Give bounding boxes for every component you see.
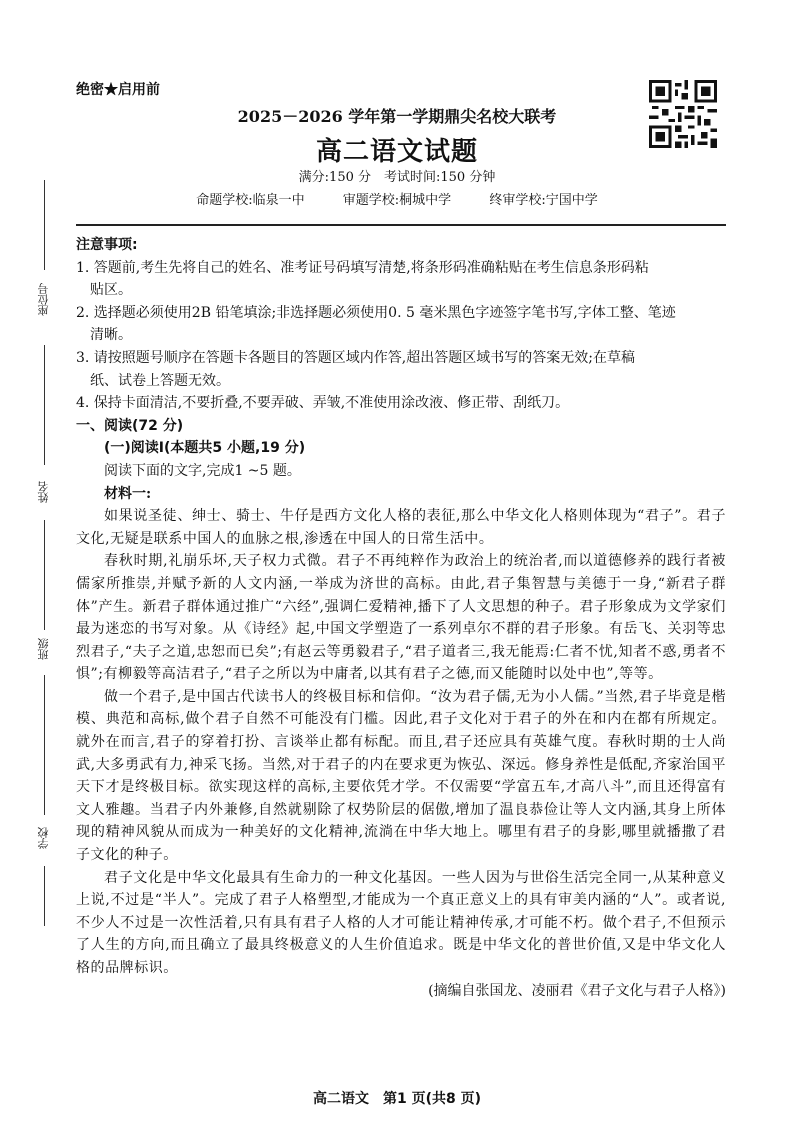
name-label: 姓名 [37, 481, 50, 503]
reading-paragraph: 春秋时期,礼崩乐坏,天子权力式微。君子不再纯粹作为政治上的统治者,而以道德修养的践行者被儒家所推崇,并赋予新的人文内涵,一举成为济世的高标。由此,君子集智慧与美德于一身,“新君子群体”产生。新君子群体通过推广“六经”,强调仁爱精神,播下了人文思想的种子。君子形象成为文学家们最为迷恋的书写对象。从《诗经》起,中国文学塑造了一系列卓尔不群的君子形象。有岳飞、关羽等忠烈君子,“夫子之道,忠恕而已矣”;有赵云等勇毅君子,“君子道者三,我无能焉:仁者不忧,知者不惑,勇者不惧”;有柳毅等高洁君子,“君子之所以为中庸者,以其有君子之德,而又能随时以处中也”,等等。 [76, 553, 726, 683]
class-label: 班级 [37, 638, 50, 660]
reading-paragraph: 做一个君子,是中国古代读书人的终极目标和信仰。“汝为君子儒,无为小人儒。”当然,君子毕竟是楷模、典范和高标,做个君子自然不可能没有门槛。因此,君子文化对于君子的外在和内在都有所规定。就外在而言,君子的穿着打扮、言谈举止都有标配。而且,君子还应具有英雄气度。春秋时期的士人尚武,大多勇武有力,神采飞扬。当然,对于君子的内在要求更为恢弘、深远。修身养性是低配,齐家治国平天下才是终极目标。欲实现这样的高标,主要依凭才学。不仅需要“学富五车,才高八斗”,而且还得富有文人雅趣。当君子内外兼修,自然就剔除了权势阶层的倨傲,增加了温良恭俭让等人文内涵,其身上所体现的精神风貌从而成为一种美好的文化精神,流淌在中华大地上。哪里有君子的身影,哪里就播撒了君子文化的种子。 [76, 688, 726, 864]
seat-number-line [44, 180, 45, 270]
school-reviewer: 审题学校:桐城中学 [342, 193, 452, 208]
material-label: 材料一: [104, 485, 152, 502]
notice-item: 2. 选择题必须使用2B 铅笔填涂;非选择题必须使用0. 5 毫米黑色字迹签字笔书写,字体工整、笔迹 [76, 304, 676, 321]
school-list [0, 189, 794, 208]
reading-instruction: 阅读下面的文字,完成1 ~5 题。 [104, 462, 301, 479]
notice-item-cont: 纸、试卷上答题无效。 [90, 372, 230, 389]
page-title: 高二语文试题 [315, 137, 478, 167]
name-line [44, 345, 45, 465]
reading-paragraph: 君子文化是中华文化最具有生命力的一种文化基因。一些人因为与世俗生活完全同一,从某种意义上说,不过是“半人”。完成了君子人格塑型,才能成为一个真正意义上的具有审美内涵的“人”。或者说,不少人不过是一次性活着,只有具有君子人格的人才可能让精神传承,才可能不朽。做个君子,不但预示了人生的方向,而且确立了最具终极意义的人生价值追求。既是中华文化的普世价值,又是中华文化人格的品牌标识。 [76, 869, 726, 976]
header-divider [76, 224, 726, 226]
page-footer: 高二语文 第1 页(共8 页) [312, 1091, 482, 1107]
notice-item: 3. 请按照题号顺序在答题卡各题目的答题区域内作答,超出答题区域书写的答案无效;在草稿 [76, 349, 635, 366]
notice-item-cont: 贴区。 [90, 282, 132, 299]
school-line [44, 675, 45, 815]
score-line: 满分:150 分 考试时间:150 分钟 [298, 170, 496, 185]
notice-item: 4. 保持卡面清洁,不要折叠,不要弄破、弄皱,不准使用涂改液、修正带、刮纸刀。 [76, 395, 570, 412]
section-title: 一、阅读(72 分) [76, 417, 184, 434]
school-final-reviewer: 终审学校:宁国中学 [489, 193, 598, 208]
exam-title: 2025－2026 学年第一学期鼎尖名校大联考 [237, 107, 557, 126]
reading-paragraph: 如果说圣徒、绅士、骑士、牛仔是西方文化人格的表征,那么中华文化人格则体现为“君子”。君子文化,无疑是联系中国人的血脉之根,渗透在中国人的日常生活中。 [76, 508, 726, 547]
secret-label: 绝密★启用前 [76, 82, 160, 98]
notice-item-cont: 清晰。 [90, 327, 132, 344]
notice-title: 注意事项: [76, 237, 138, 253]
qr-code-icon [649, 80, 717, 148]
bottom-binding-line [44, 866, 45, 926]
school-setter: 命题学校:临泉一中 [196, 193, 305, 208]
notice-item: 1. 答题前,考生先将自己的姓名、准考证号码填写清楚,将条形码准确粘贴在考生信息条形码粘 [76, 259, 649, 276]
seat-number-label: 座位号 [37, 283, 50, 316]
section-subtitle: (一)阅读Ⅰ(本题共5 小题,19 分) [104, 440, 306, 457]
school-label: 学校 [37, 827, 50, 849]
class-line [44, 520, 45, 630]
source-citation: (摘编自张国龙、凌丽君《君子文化与君子人格》) [428, 982, 726, 999]
exam-body [76, 234, 726, 1002]
